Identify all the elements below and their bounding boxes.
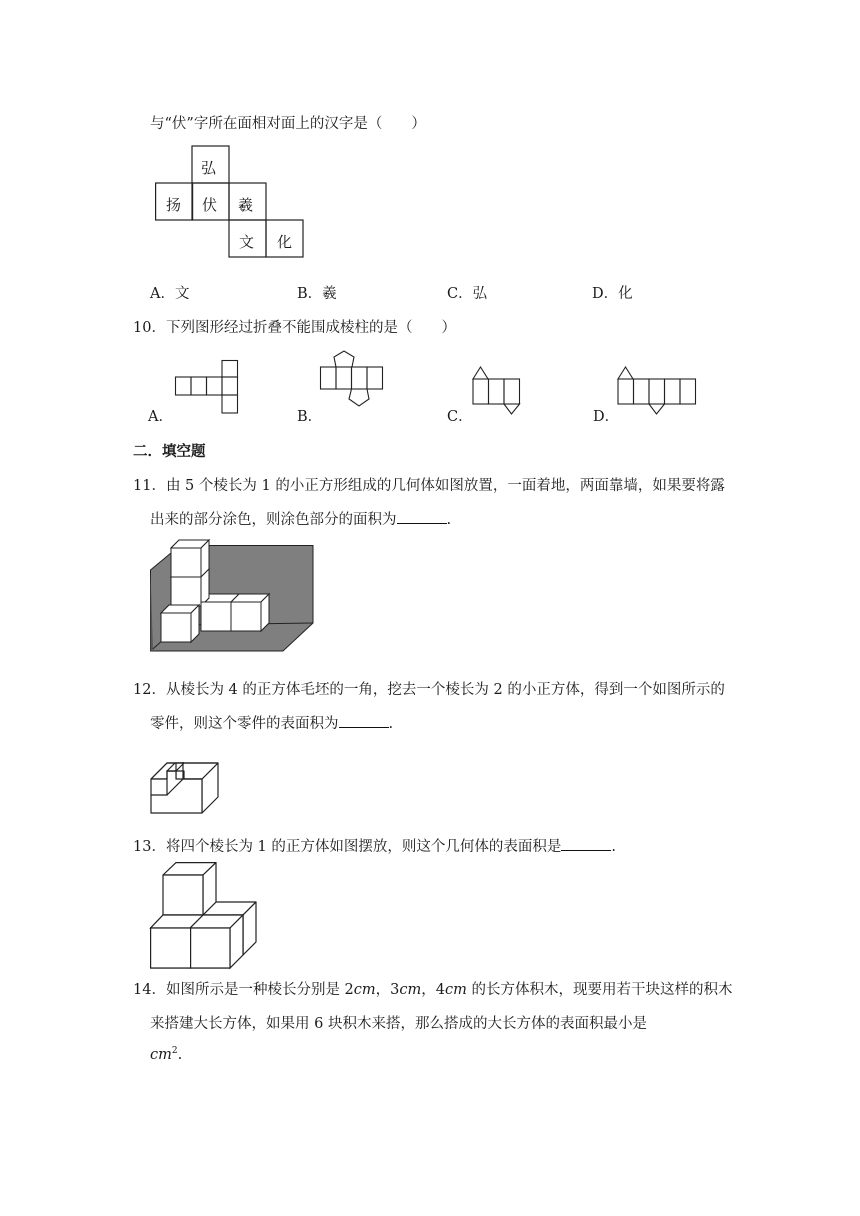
q14-line3-end: . xyxy=(177,1046,183,1063)
q14-line1 xyxy=(133,978,733,999)
section-title: 二．填空题 xyxy=(133,444,206,460)
q9-stem: 与“伏”字所在面相对面上的汉字是（ ） xyxy=(150,116,426,132)
net-char-bottom-b: 化 xyxy=(277,233,293,251)
q10-option-d[interactable]: D． xyxy=(593,409,620,425)
q10-net-a xyxy=(175,360,240,415)
q12-line2-text: 零件，则这个零件的表面积为 xyxy=(150,716,339,732)
q10-net-b xyxy=(320,350,385,415)
q14-line3 xyxy=(150,1046,182,1063)
q11-line2-end: . xyxy=(446,512,452,528)
q12-line2-end: . xyxy=(388,716,394,732)
q9-option-d[interactable]: D．化 xyxy=(592,286,633,302)
q12-line2 xyxy=(150,712,393,733)
q9-option-c[interactable]: C．弘 xyxy=(447,286,488,302)
q13-line1-text: 13．将四个棱长为 1 的正方体如图摆放，则这个几何体的表面积是 xyxy=(133,839,562,855)
q9-option-b[interactable]: B．羲 xyxy=(297,286,337,302)
net-char-right: 羲 xyxy=(238,196,254,214)
q9-option-a[interactable]: A．文 xyxy=(150,286,190,302)
q14-sep1: ，3 xyxy=(375,982,400,998)
q14-sep2: ，4 xyxy=(421,982,446,998)
q14-unit-1: cm xyxy=(353,982,376,998)
net-char-mid: 伏 xyxy=(202,196,218,214)
q12-answer-blank[interactable] xyxy=(339,713,389,728)
q11-answer-blank[interactable] xyxy=(397,509,447,524)
q10-option-c[interactable]: C． xyxy=(447,409,473,425)
q10-stem: 10．下列图形经过折叠不能围成棱柱的是（ ） xyxy=(133,320,456,336)
q10-net-c xyxy=(472,366,524,416)
q14-unit-2: cm xyxy=(399,982,422,998)
q14-unit-3: cm xyxy=(445,982,467,998)
net-char-left: 扬 xyxy=(166,196,182,214)
q13-answer-blank[interactable] xyxy=(561,836,611,851)
q13-line1-end: . xyxy=(611,839,617,855)
q14-line2: 来搭建大长方体，如果用 6 块积木来搭，那么搭成的大长方体的表面积最小是 xyxy=(150,1016,647,1032)
net-char-bottom-a: 文 xyxy=(239,233,255,251)
q10-option-a[interactable]: A． xyxy=(148,409,173,425)
q13-line1 xyxy=(133,835,616,856)
q14-unit-sup: 2 xyxy=(171,1046,178,1056)
q13-four-cubes-figure xyxy=(150,862,260,972)
q11-line2-text: 出来的部分涂色，则涂色部分的面积为 xyxy=(150,512,397,528)
q11-line2 xyxy=(150,508,451,529)
q11-cubes-corner-figure xyxy=(150,545,316,655)
q12-cube-with-notch-figure xyxy=(150,745,222,817)
q12-line1: 12．从棱长为 4 的正方体毛坯的一角，挖去一个棱长为 2 的小正方体，得到一个如图所示的 xyxy=(133,682,725,698)
q11-line1: 11．由 5 个棱长为 1 的小正方形组成的几何体如图放置，一面着地，两面靠墙，如果要将露 xyxy=(133,478,725,494)
q14-line1-b: 的长方体积木，现要用若干块这样的积木 xyxy=(466,982,733,998)
q10-net-d xyxy=(617,366,699,416)
q14-unit-cm2: cm xyxy=(150,1046,172,1063)
q14-line1-a: 14．如图所示是一种棱长分别是 2 xyxy=(133,982,354,998)
q10-option-b[interactable]: B． xyxy=(297,409,323,425)
net-char-top: 弘 xyxy=(201,159,217,177)
